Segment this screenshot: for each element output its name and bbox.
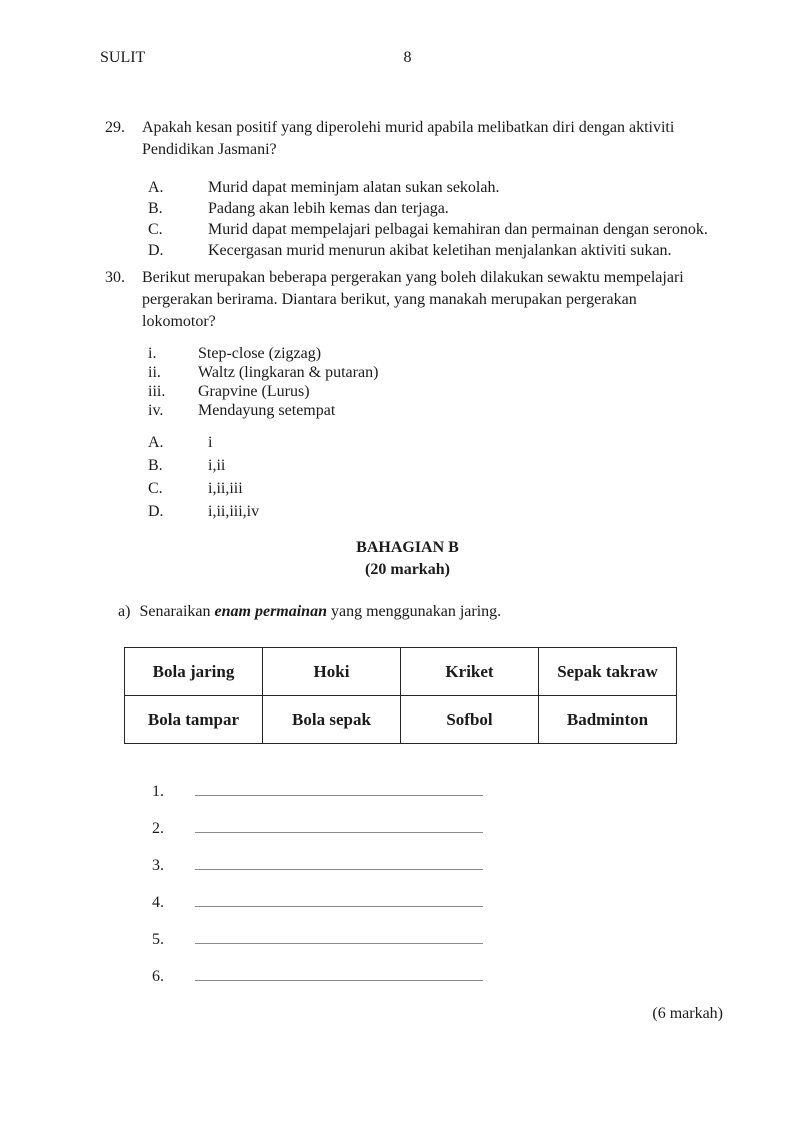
table-cell-badminton: Badminton [539, 696, 677, 744]
option-letter: A. [148, 434, 164, 451]
question-30-statements [148, 344, 730, 420]
option-text: i,ii,iii,iv [208, 503, 260, 520]
question-29-text [142, 117, 730, 161]
table-cell-bola-sepak: Bola sepak [263, 696, 401, 744]
option-letter: A. [148, 179, 164, 196]
option-letter: D. [148, 503, 164, 520]
answer-line [195, 858, 483, 870]
question-30-option-d [148, 500, 730, 523]
statement-iii [148, 382, 730, 401]
option-letter: C. [148, 480, 163, 497]
answer-blank-5 [152, 929, 800, 951]
page-number: 8 [403, 49, 412, 66]
blank-number: 2. [152, 820, 164, 837]
blank-number: 5. [152, 931, 164, 948]
answer-line [195, 784, 483, 796]
answer-line [195, 932, 483, 944]
table-cell-bola-jaring: Bola jaring [125, 648, 263, 696]
option-letter: D. [148, 242, 164, 259]
question-30-text-line-1: Berikut merupakan beberapa pergerakan yang boleh dilakukan sewaktu mempelajari [142, 269, 684, 286]
option-letter: B. [148, 200, 163, 217]
question-30-text-line-3: lokomotor? [142, 313, 216, 330]
table-cell-hoki: Hoki [263, 648, 401, 696]
blank-number: 6. [152, 968, 164, 985]
games-table-row-1 [125, 648, 677, 696]
option-text: Murid dapat mempelajari pelbagai kemahiran dan permainan dengan seronok. [208, 221, 708, 238]
option-text: Murid dapat meminjam alatan sukan sekolah. [208, 179, 500, 196]
instruction-suffix: yang menggunakan jaring. [326, 603, 502, 620]
statement-i [148, 344, 730, 363]
statement-ii [148, 363, 730, 382]
statement-text: Mendayung setempat [198, 402, 336, 419]
marks-footer: (6 markah) [652, 1005, 723, 1022]
question-30 [105, 267, 730, 523]
table-cell-sepak-takraw: Sepak takraw [539, 648, 677, 696]
option-text: Kecergasan murid menurun akibat keletihan menjalankan aktiviti sukan. [208, 242, 672, 259]
games-table-row-2 [125, 696, 677, 744]
question-29-number: 29. [105, 119, 125, 136]
answer-line [195, 821, 483, 833]
option-text: i,ii,iii [208, 480, 243, 497]
section-b-title: BAHAGIAN B [356, 539, 459, 556]
option-letter: B. [148, 457, 163, 474]
statement-numeral: ii. [148, 364, 161, 381]
statement-text: Waltz (lingkaran & putaran) [198, 364, 379, 381]
statement-text: Step-close (zigzag) [198, 345, 322, 362]
part-a-instruction [118, 601, 730, 623]
table-cell-kriket: Kriket [401, 648, 539, 696]
answer-line [195, 969, 483, 981]
answer-line [195, 895, 483, 907]
answer-blanks [152, 781, 800, 988]
question-30-option-a [148, 431, 730, 454]
question-30-number: 30. [105, 269, 125, 286]
option-text: Padang akan lebih kemas dan terjaga. [208, 200, 449, 217]
classification-label: SULIT [100, 49, 146, 66]
statement-text: Grapvine (Lurus) [198, 383, 310, 400]
section-b-heading [100, 537, 715, 581]
instruction-emphasis: enam permainan [214, 603, 327, 620]
question-29-option-d [148, 240, 730, 261]
section-b-marks: (20 markah) [365, 561, 450, 578]
question-29-options [148, 177, 730, 261]
blank-number: 1. [152, 783, 164, 800]
question-30-option-b [148, 454, 730, 477]
answer-blank-6 [152, 966, 800, 988]
answer-blank-4 [152, 892, 800, 914]
question-30-text [142, 267, 730, 333]
question-30-option-c [148, 477, 730, 500]
question-30-options [148, 431, 730, 523]
answer-blank-3 [152, 855, 800, 877]
question-29-text-line-1: Apakah kesan positif yang diperolehi murid apabila melibatkan diri dengan aktiviti [142, 119, 675, 136]
question-29 [105, 117, 730, 261]
option-text: i,ii [208, 457, 226, 474]
page-header [100, 0, 715, 69]
table-cell-bola-tampar: Bola tampar [125, 696, 263, 744]
statement-numeral: i. [148, 345, 157, 362]
question-29-text-line-2: Pendidikan Jasmani? [142, 141, 277, 158]
blank-number: 3. [152, 857, 164, 874]
part-a-label: a) [118, 603, 131, 620]
statement-numeral: iv. [148, 402, 164, 419]
question-29-option-b [148, 198, 730, 219]
games-table [124, 647, 677, 744]
table-cell-sofbol: Sofbol [401, 696, 539, 744]
option-letter: C. [148, 221, 163, 238]
answer-blank-2 [152, 818, 800, 840]
question-30-text-line-2: pergerakan berirama. Diantara berikut, yang manakah merupakan pergerakan [142, 291, 637, 308]
statement-iv [148, 401, 730, 420]
question-29-option-a [148, 177, 730, 198]
blank-number: 4. [152, 894, 164, 911]
question-29-option-c [148, 219, 730, 240]
answer-blank-1 [152, 781, 800, 803]
instruction-prefix: Senaraikan [139, 603, 215, 620]
option-text: i [208, 434, 213, 451]
statement-numeral: iii. [148, 383, 166, 400]
